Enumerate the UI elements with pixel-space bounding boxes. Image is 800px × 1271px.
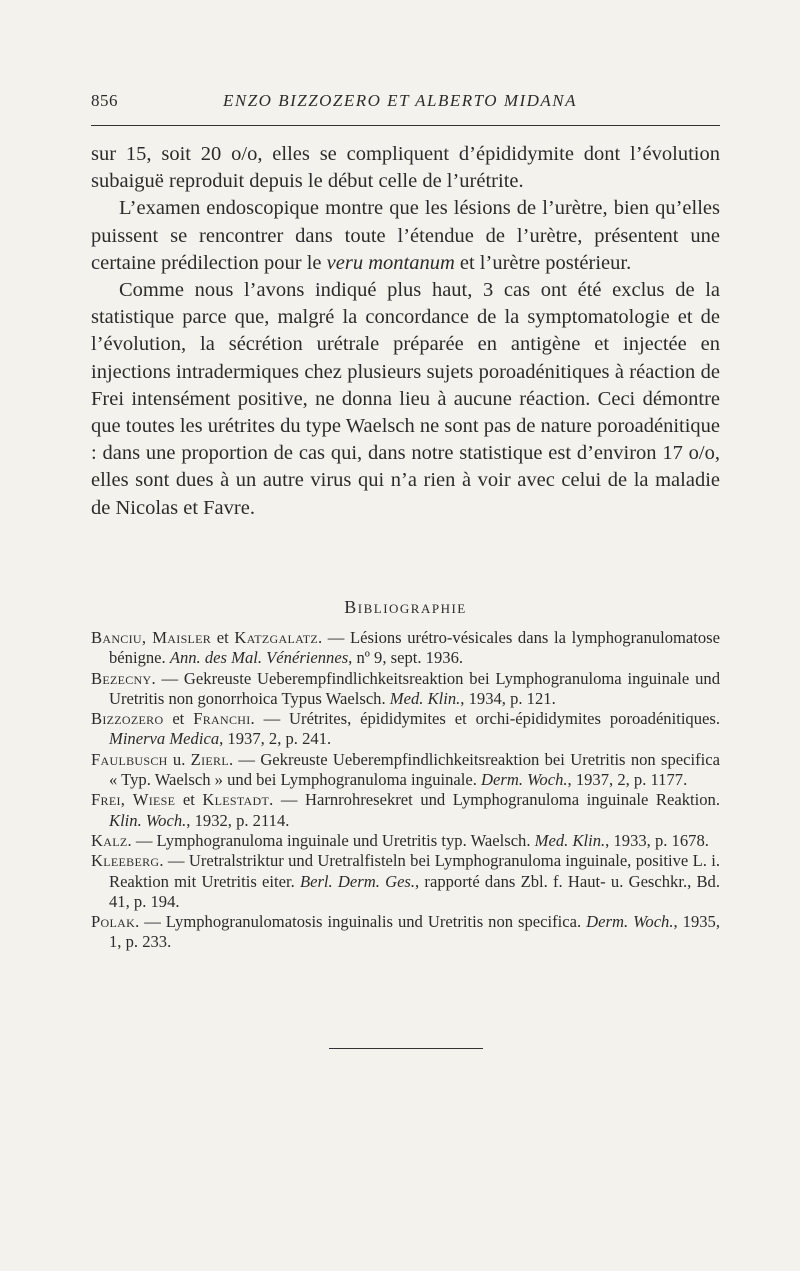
reference-title: . — Uretralstriktur und Uretralfisteln bei Lymphogranuloma inguinale, positive L. i. Reaktion mit Uretritis eiter. [109, 851, 720, 891]
reference-entry [91, 790, 720, 831]
reference-details: , nº 9, sept. 1936. [348, 648, 464, 668]
body-text [91, 141, 720, 522]
reference-journal: Berl. Derm. Ges. [299, 871, 416, 891]
end-rule [329, 1048, 483, 1049]
reference-authors: Bizzozero [91, 709, 164, 729]
reference-authors: Faulbusch [91, 749, 168, 769]
reference-entry [91, 831, 720, 851]
reference-authors: Kalz [91, 830, 128, 850]
reference-conjunction: u. [167, 749, 191, 769]
text-span: et l’urètre postérieur. [454, 251, 632, 274]
reference-journal: Derm. Woch. [586, 912, 674, 932]
header-rule [91, 125, 720, 126]
reference-authors: Bezecny [91, 668, 152, 688]
reference-journal: Med. Klin. [534, 830, 606, 850]
paragraph [91, 195, 720, 277]
reference-title: . — Gekreuste Ueberempfindlichkeitsreaktion bei Uretritis non specifica « Typ. Waelsch » und bei Lymphogranuloma inguinale. [109, 749, 720, 790]
reference-title: . — Lésions urétro-vésicales dans la lymphogranulomatose bénigne. [109, 628, 720, 668]
reference-authors: Banciu, Maisler [91, 628, 212, 647]
reference-entry [91, 750, 720, 791]
reference-title: . — Gekreuste Ueberempfindlichkeitsreaktion bei Lymphogranuloma inguinale und Uretritis non gonorrhoica Typus Waelsch. [109, 668, 720, 708]
reference-journal: Med. Klin. [389, 688, 461, 708]
reference-title: . — Lymphogranuloma inguinale und Uretritis typ. Waelsch. [127, 830, 535, 850]
reference-authors: Zierl [190, 749, 229, 769]
reference-entry [91, 851, 720, 912]
reference-title: . — Lymphogranulomatosis inguinalis und Uretritis non specifica. [135, 912, 587, 932]
reference-details: , rapporté dans Zbl. f. Haut- u. Geschkr., Bd. 41, p. 194. [109, 871, 720, 911]
reference-conjunction: et [211, 628, 235, 647]
reference-list [91, 628, 720, 953]
reference-entry [91, 709, 720, 750]
reference-authors: Klestadt [202, 790, 270, 810]
reference-entry [91, 669, 720, 710]
paragraph: sur 15, soit 20 o/o, elles se compliquent d’épididymite dont l’évolution subaiguë reproduit depuis le début celle de l’urétrite. [91, 143, 720, 193]
reference-details: , 1937, 2, p. 241. [219, 729, 332, 749]
running-title: ENZO BIZZOZERO ET ALBERTO MIDANA [223, 91, 578, 110]
text-span: L’examen endoscopique montre que les lésions de l’urètre, bien qu’elles puissent se rencontrer dans toute l’étendue de l’urètre, présentent une certaine prédilection pour le [91, 197, 720, 274]
reference-authors: Katzgalatz [234, 628, 318, 647]
reference-entry [91, 912, 720, 953]
reference-title: . — Harnrohresekret und Lymphogranuloma inguinale Reaktion. [269, 790, 720, 810]
reference-authors: Franchi [193, 709, 251, 729]
bibliography-title: Bibliographie [344, 597, 467, 617]
reference-details: , 1932, p. 2114. [186, 810, 290, 830]
reference-journal: Klin. Woch. [109, 810, 187, 830]
reference-journal: Ann. des Mal. Vénériennes [169, 648, 349, 668]
paragraph: Comme nous l’avons indiqué plus haut, 3 cas ont été exclus de la statistique parce que, malgré la concordance de la symptomatologie et de l’évolution, la sécrétion urétrale préparée en antigène et injectée en injections intradermiques chez plusieurs sujets poroadénitiques à réaction de Frei intensément positive, ne donna lieu à aucune réaction. Ceci démontre que toutes les urétrites du type Waelsch ne sont pas de nature poroadénitique : dans une proportion de cas qui, dans notre statistique est d’environ 17 o/o, elles sont dues à un autre virus qui n’a rien à voir avec celui de la maladie de Nicolas et Favre. [91, 279, 720, 519]
reference-details: , 1934, p. 121. [460, 688, 556, 708]
reference-journal: Derm. Woch. [481, 770, 568, 790]
page-number: 856 [91, 91, 118, 110]
reference-authors: Kleeberg [91, 851, 160, 871]
reference-title: . — Urétrites, épididymites et orchi-épididymites poroadénitiques. [250, 709, 720, 729]
italic-term: veru montanum [326, 251, 455, 274]
reference-conjunction: et [163, 709, 194, 729]
reference-details: , 1935, 1, p. 233. [109, 912, 720, 952]
reference-authors: Polak [91, 912, 136, 932]
reference-authors: Frei, Wiese [91, 790, 176, 810]
reference-details: , 1937, 2, p. 1177. [567, 770, 688, 790]
reference-conjunction: et [175, 790, 203, 810]
reference-entry [91, 628, 720, 669]
reference-journal: Minerva Medica [109, 729, 220, 749]
reference-details: , 1933, p. 1678. [605, 830, 709, 850]
